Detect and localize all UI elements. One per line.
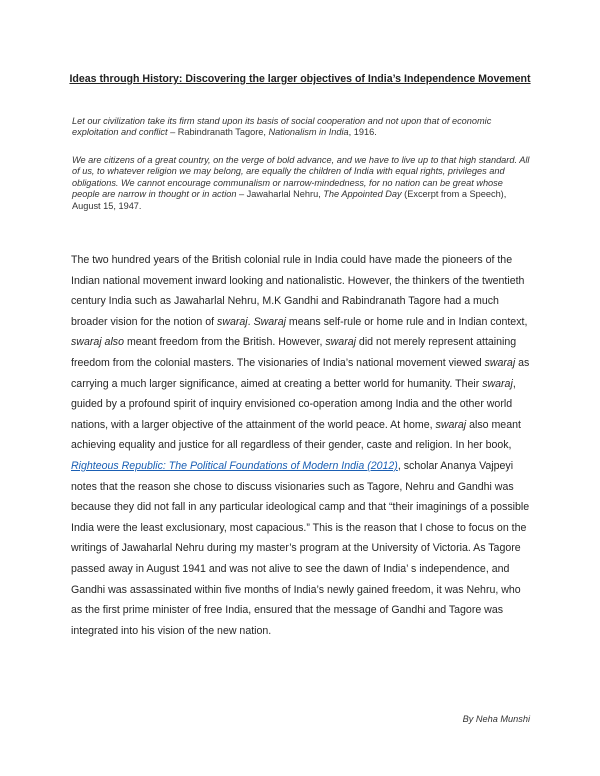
term-swaraj: Swaraj — [253, 315, 286, 328]
term-swaraj: swaraj — [325, 336, 356, 349]
epigraph-tagore-year: , 1916. — [348, 127, 377, 138]
epigraph-nehru — [72, 155, 532, 212]
epigraph-tagore-text: Let our civilization take its firm stand upon its basis of social cooperation and not upon that of economic exploitation and conflict — [72, 116, 492, 138]
epigraph-tagore-attribution: – Rabindranath Tagore, — [167, 127, 269, 138]
epigraph-nehru-year: (Excerpt from a Speech), August 15, 1947. — [72, 189, 507, 211]
body-text-segment: did not merely represent attaining freedom from the colonial masters. The visionaries of India’s national movement viewed — [71, 336, 517, 369]
epigraph-nehru-text: We are citizens of a great country, on the verge of bold advance, and we have to live up to that high standard. All of us, to whatever religion we may belong, are equally the children of India with equal rights, privileges and obligations. We cannot encourage communalism or narrow-mindedness, for no nation can be great whose people are narrow in thought or in action — [72, 155, 530, 200]
body-text-segment: also meant achieving equality and justice for all regardless of their gender, caste and religion. In her book, — [71, 418, 521, 452]
body-text-segment: meant freedom from the British. However, — [124, 336, 326, 349]
term-swaraj: swaraj also — [71, 336, 124, 349]
author-byline: By Neha Munshi — [462, 714, 530, 724]
epigraph-tagore — [72, 116, 532, 139]
body-text-segment: The two hundred years of the British colonial rule in India could have made the pioneers of the Indian national movement inward looking and nationalistic. However, the thinkers of the twentieth century India such as Jawaharlal Nehru, M.K Gandhi and Rabindranath Tagore had a much broader vision for the notion of — [71, 254, 525, 328]
term-swaraj: swaraj — [217, 315, 248, 328]
term-swaraj: swaraj — [435, 418, 467, 431]
body-text-segment: . — [247, 315, 254, 328]
term-swaraj: swaraj — [484, 356, 516, 369]
body-paragraph — [71, 250, 533, 641]
body-text-segment: , scholar Ananya Vajpeyi notes that the reason she chose to discuss visionaries such as Tagore, Nehru and Gandhi was because they did not fall in any particular ideological camp and that “their imaginings of a possible India were the least exclusionary, most capacious.” This is the reason that I chose to focus on the writings of Jawaharlal Nehru during my master’s program at the University of Victoria. As Tagore passed away in August 1941 and was not alive to see the dawn of India’ s independence, and Gandhi was assassinated within five months of India’s newly gained freedom, it was Nehru, who as the first prime minister of free India, ensured that the message of Gandhi and Tagore was integrated into his vision of the new nation. — [71, 459, 530, 637]
epigraph-nehru-work: The Appointed Day — [323, 189, 402, 200]
epigraph-tagore-work: Nationalism in India — [268, 127, 349, 138]
epigraph-nehru-attribution: – Jawaharlal Nehru, — [236, 189, 324, 200]
body-text-segment: , guided by a profound spirit of inquiry envisioned co-operation among India and the other world nations, with a larger objective of the attainment of the world peace. At home, — [71, 377, 516, 431]
document-title: Ideas through History: Discovering the larger objectives of India’s Independence Movement — [69, 73, 531, 85]
term-swaraj: swaraj — [482, 377, 513, 390]
body-text-segment: means self-rule or home rule and in Indian context, — [285, 315, 528, 328]
body-text-segment: as carrying a much larger significance, aimed at creating a better world for humanity. Their — [71, 356, 530, 390]
book-link[interactable]: Righteous Republic: The Political Foundations of Modern India (2012) — [71, 459, 398, 472]
